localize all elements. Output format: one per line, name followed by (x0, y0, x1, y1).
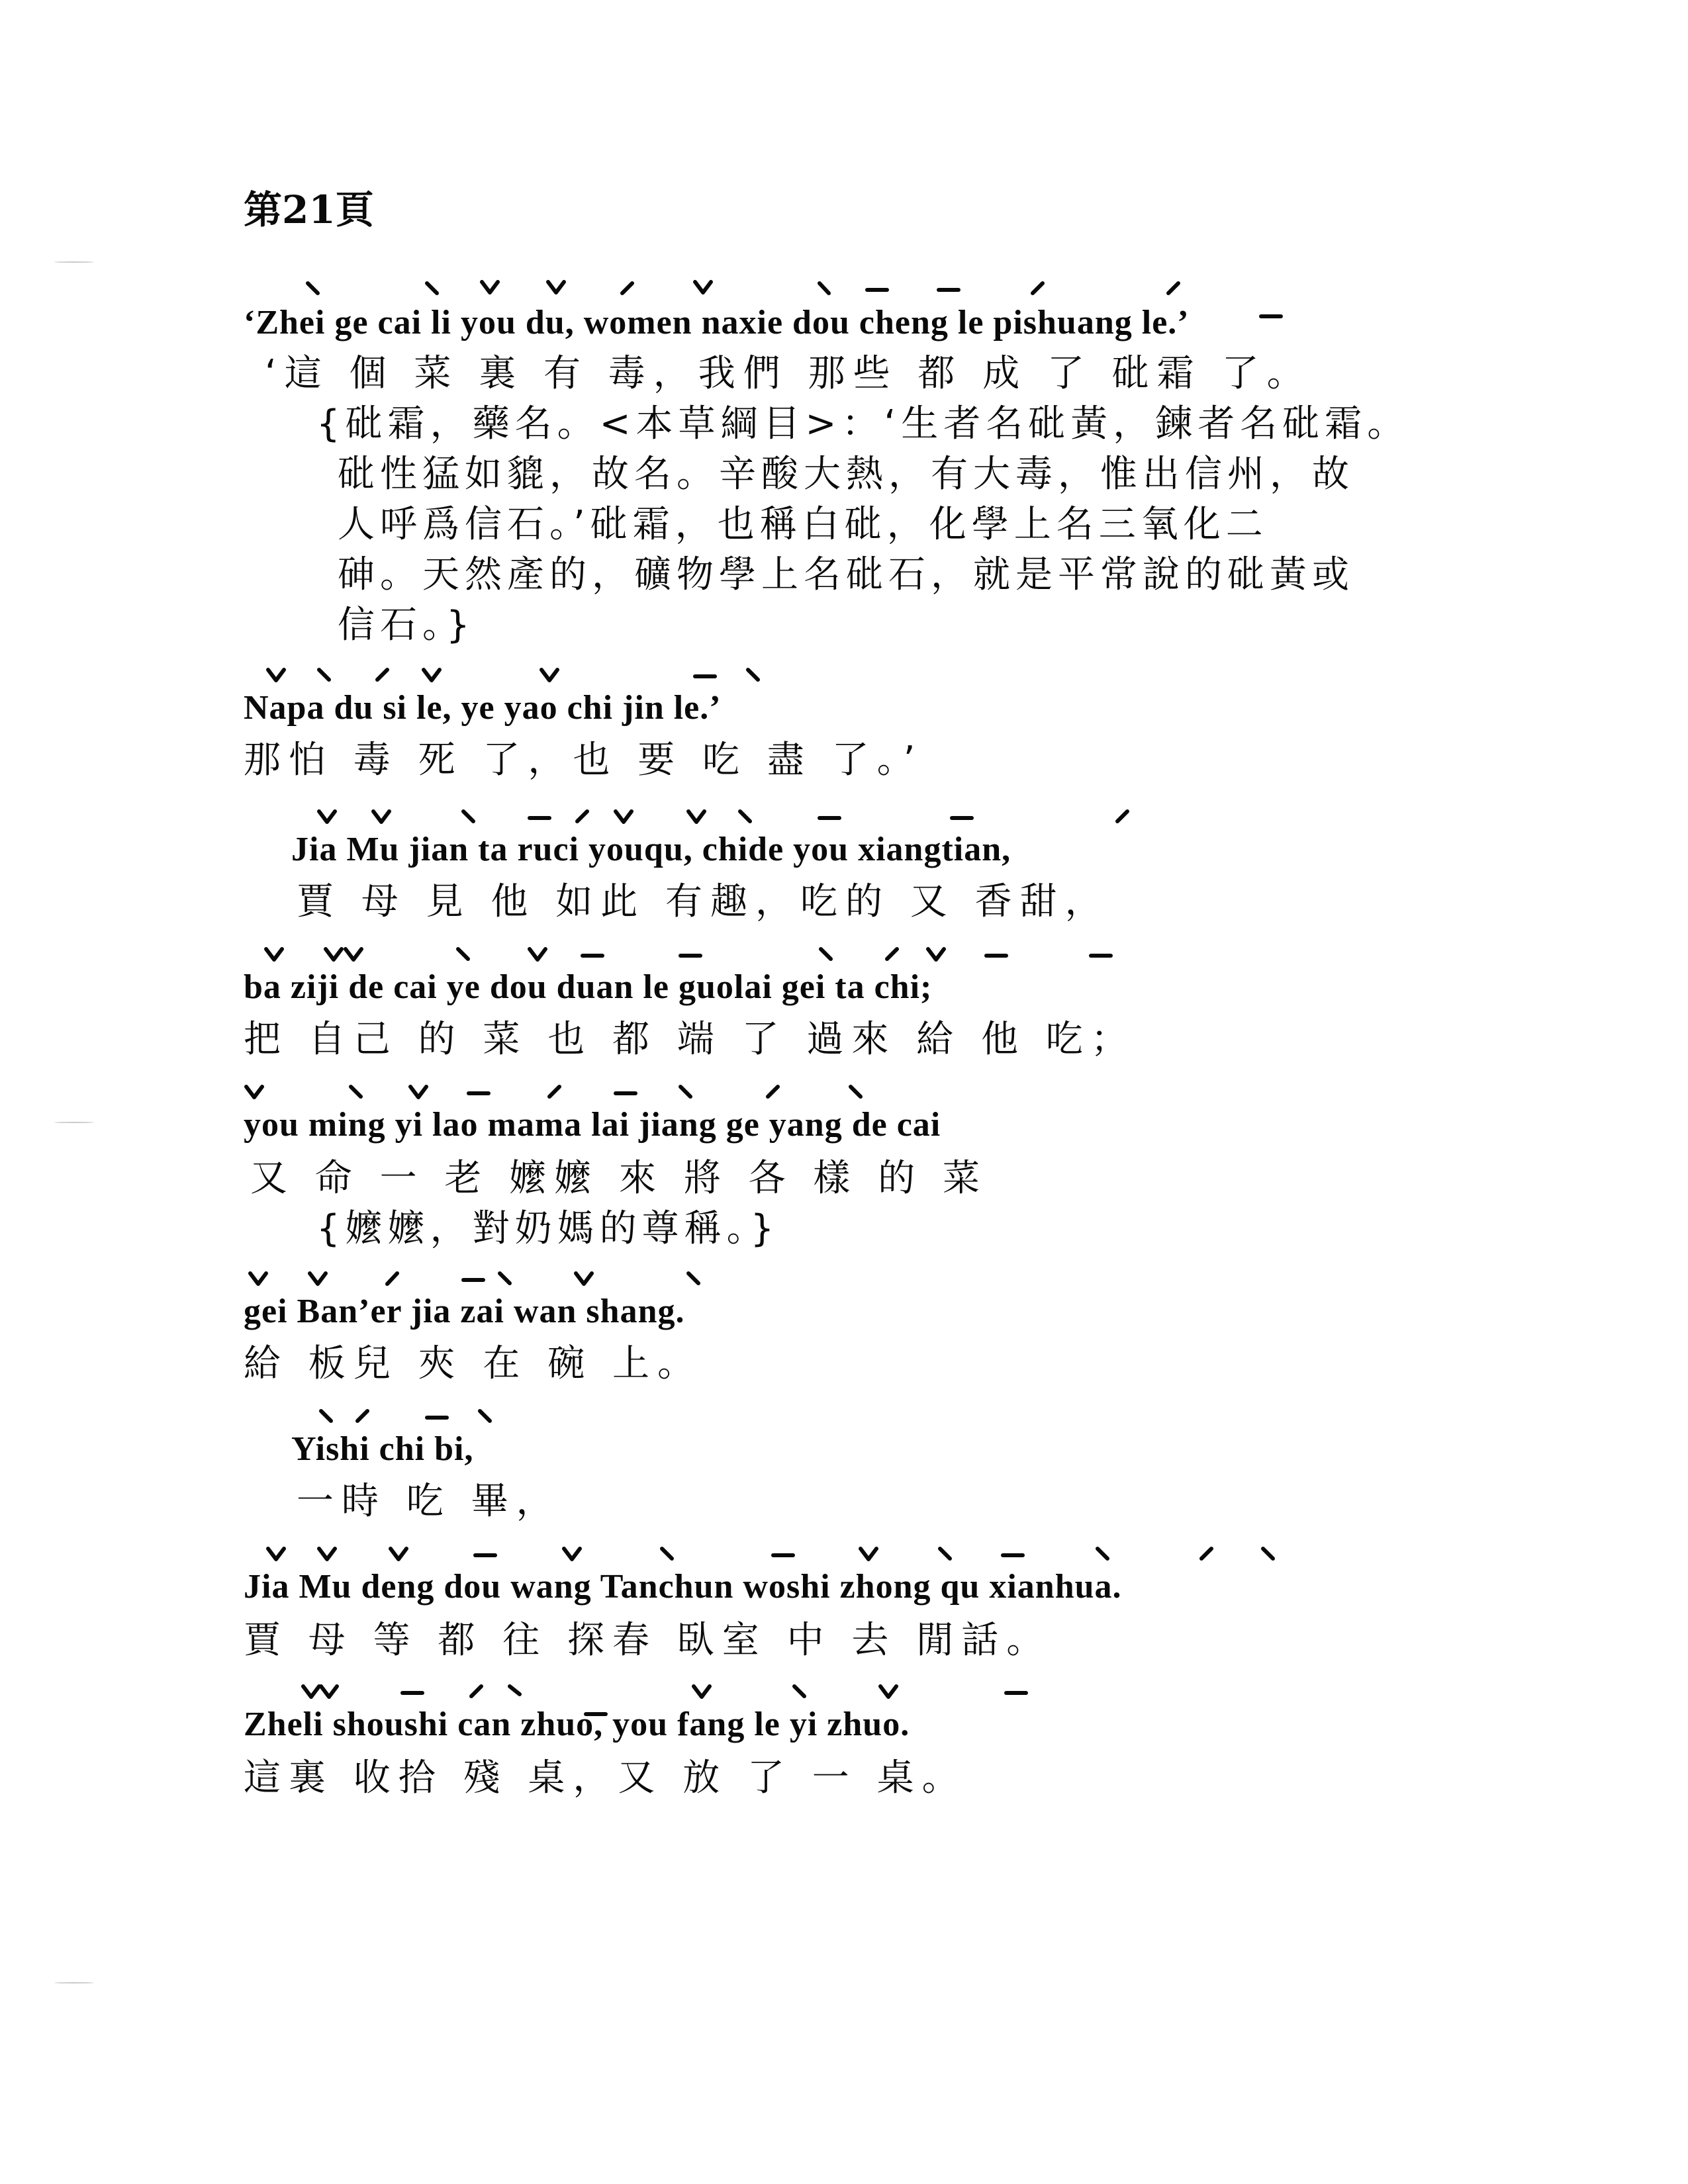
pinyin-line: ba ziji de cai ye dou duan le guolai gei ta chi; (244, 968, 933, 1006)
annotation-line: 人呼爲信石。’砒霜，也稱白砒，化學上名三氧化二 (338, 503, 1268, 546)
pinyin-line: Zheli shoushi can zhuo, you fang le yi zhuo. (244, 1706, 910, 1743)
annotation-line: 砷。天然產的，礦物學上名砒石，就是平常說的砒黃或 (338, 553, 1354, 596)
scan-mark (54, 261, 94, 263)
hanzi-line: 這裏 收拾 殘 桌，又 放 了 一 桌。 (244, 1756, 967, 1799)
annotation-line: {嬤嬤，對奶媽的尊稱。} (316, 1207, 780, 1250)
hanzi-line: 那怕 毒 死 了，也 要 吃 盡 了。’ (244, 739, 923, 782)
page-heading: 第21頁 (244, 187, 374, 232)
hanzi-line: 賈 母 等 都 往 探春 臥室 中 去 閒話。 (244, 1619, 1052, 1662)
hanzi-line: ‘這 個 菜 裏 有 毒，我們 那些 都 成 了 砒霜 了。 (265, 352, 1312, 395)
hanzi-line: 又 命 一 老 嬤嬤 來 將 各 樣 的 菜 (250, 1157, 988, 1200)
hanzi-line: 賈 母 見 他 如此 有趣，吃的 又 香甜， (297, 880, 1110, 923)
pinyin-line: Napa du si le, ye yao chi jin le.’ (244, 689, 722, 727)
hanzi-line: 給 板兒 夾 在 碗 上。 (244, 1342, 703, 1385)
scan-mark (54, 1982, 94, 1983)
annotation-line: {砒霜，藥名。<本草綱目>：‘生者名砒黃，鍊者名砒霜。 (316, 402, 1410, 445)
hanzi-line: 一時 吃 畢， (297, 1480, 561, 1523)
pinyin-line: ‘Zhei ge cai li you du, women naxie dou cheng le pishuang le.’ (244, 304, 1190, 341)
pinyin-line: you ming yi lao mama lai jiang ge yang de cai (244, 1106, 941, 1144)
annotation-line: 信石。} (338, 604, 475, 647)
pinyin-line: Jia Mu deng dou wang Tanchun woshi zhong qu xianhua. (244, 1568, 1122, 1606)
pinyin-line: gei Ban’er jia zai wan shang. (244, 1293, 685, 1330)
pinyin-line: Yishi chi bi, (291, 1430, 474, 1468)
scan-mark (54, 1122, 94, 1123)
annotation-line: 砒性猛如貔，故名。辛酸大熱，有大毒，惟出信州，故 (338, 453, 1354, 496)
hanzi-line: 把 自己 的 菜 也 都 端 了 過來 給 他 吃； (244, 1018, 1136, 1061)
pinyin-line: Jia Mu jian ta ruci youqu, chide you xiangtian, (291, 831, 1011, 868)
